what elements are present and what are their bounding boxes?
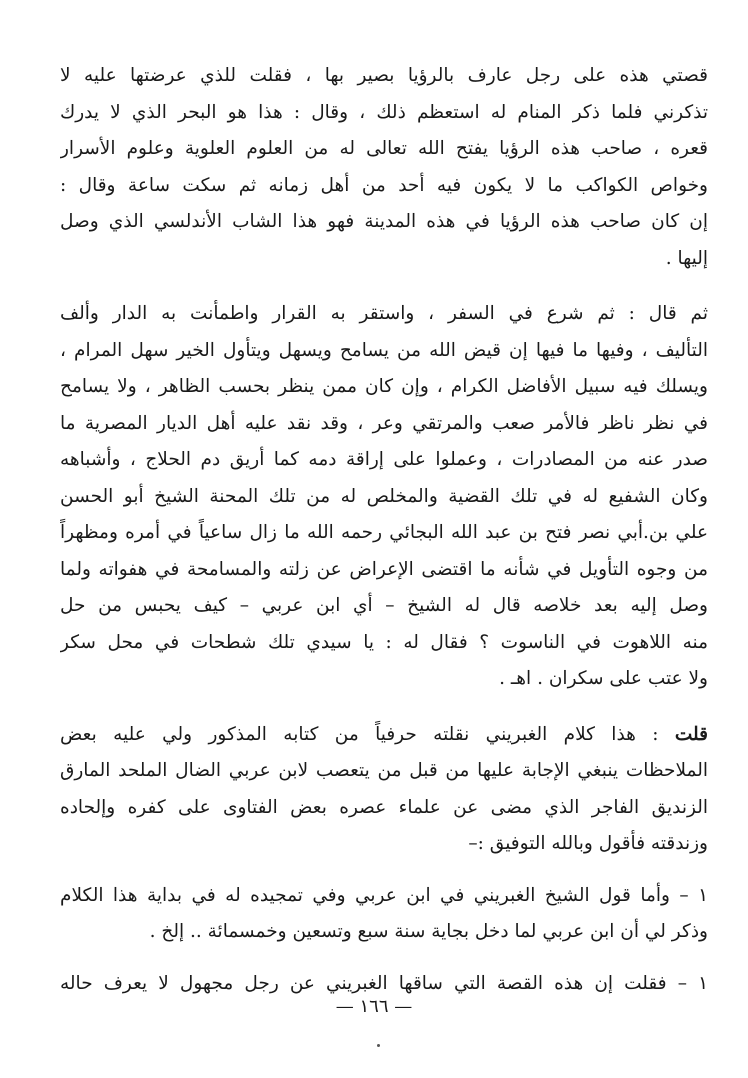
text-line: ١ – فقلت إن هذه القصة التي ساقها الغبريني عن رجل مجهول لا يعرف حاله (60, 972, 708, 994)
scan-speck (377, 1044, 380, 1047)
text-line: منه اللاهوت في الناسوت ؟ فقال له : يا سيدي تلك شطحات في محل سكر (60, 631, 708, 653)
text-line: التأليف ، وفيها ما فيها إن قيض الله من يسامح ويسهل ويتأول الخير سهل المرام ، (60, 339, 708, 361)
page-number: — ١٦٦ — (335, 996, 413, 1017)
text-line: صدر عنه من المصادرات ، وعملوا على إراقة دمه كما أريق دم الحلاج ، وأشباهه (60, 449, 708, 470)
text-line: إن كان صاحب هذه الرؤيا في هذه المدينة فهو هذا الشاب الأندلسي الذي وصل (60, 211, 708, 232)
text-line: الملاحظات ينبغي الإجابة عليها من قبل من يتعصب لابن عربي الضال الملحد المارق (60, 760, 708, 781)
text-line: علي بن.أبي نصر فتح بن عبد الله البجائي رحمه الله ما زال ساعياً في أمره ومظهراً (60, 522, 708, 543)
text-line: ثم قال : ثم شرع في السفر ، واستقر به القرار واطمأنت به الدار وألف (60, 303, 708, 324)
text-line: قصتي هذه على رجل عارف بالرؤيا بصير بها ، فقلت للذي عرضتها عليه لا (60, 65, 708, 86)
paragraph-dream-story (60, 58, 708, 277)
text-line: وخواص الكواكب ما لا يكون فيه أحد من أهل زمانه ثم سكت ساعة وقال : (60, 174, 708, 196)
text-line: في نظر ناظر فالأمر صعب والمرتقي وعر ، وقد نقد عليه أهل الديار المصرية ما (60, 412, 708, 434)
page-body (60, 58, 708, 1002)
paragraph-commentary (60, 717, 708, 863)
text-line: وذكر لي أن ابن عربي لما دخل بجاية سنة سبع وتسعين وخمسمائة .. إلخ . (149, 921, 708, 942)
text-line: الزنديق الفاجر الذي مضى عن علماء عصره بعض الفتاوى على كفره وإلحاده (60, 796, 708, 818)
text-line: ولا عتب على سكران . اهـ . (499, 668, 708, 689)
lead-word: قلت (674, 723, 708, 745)
text-line: وصل إليه بعد خلاصه قال له الشيخ – أي ابن عربي – كيف يحبس من حل (60, 595, 708, 616)
text-line: وكان الشفيع له في تلك القضية والمخلص له من تلك المحنة الشيخ أبو الحسن (60, 485, 708, 507)
text-line (60, 717, 708, 754)
text-line: ويسلك فيه سبيل الأفاضل الكرام ، وإن كان ممن ينظر بحسب الظاهر ، ولا يسامح (60, 376, 708, 397)
paragraph-point-1 (60, 878, 708, 951)
text-line: تذكرني فلما ذكر المنام له استعظم ذلك ، وقال : هذا هو البحر الذي لا يدرك (60, 101, 708, 123)
text-line: قعره ، صاحب هذه الرؤيا يفتح الله تعالى له من العلوم العلوية وعلوم الأسرار (60, 138, 708, 159)
paragraph-travel (60, 296, 708, 698)
text-line: إليها . (665, 247, 708, 269)
text-line: ١ – وأما قول الشيخ الغبريني في ابن عربي وفي تمجيده له في بداية هذا الكلام (60, 884, 708, 906)
text-line: وزندقته فأقول وبالله التوفيق :– (468, 833, 708, 854)
lead-rest: : هذا كلام الغبريني نقلته حرفياً من كتابه المذكور ولي عليه بعض (60, 723, 675, 745)
text-line: من وجوه التأويل في شأنه ما اقتضى الإعراض عن زلته والمسامحة في هفواته ولما (60, 558, 708, 580)
